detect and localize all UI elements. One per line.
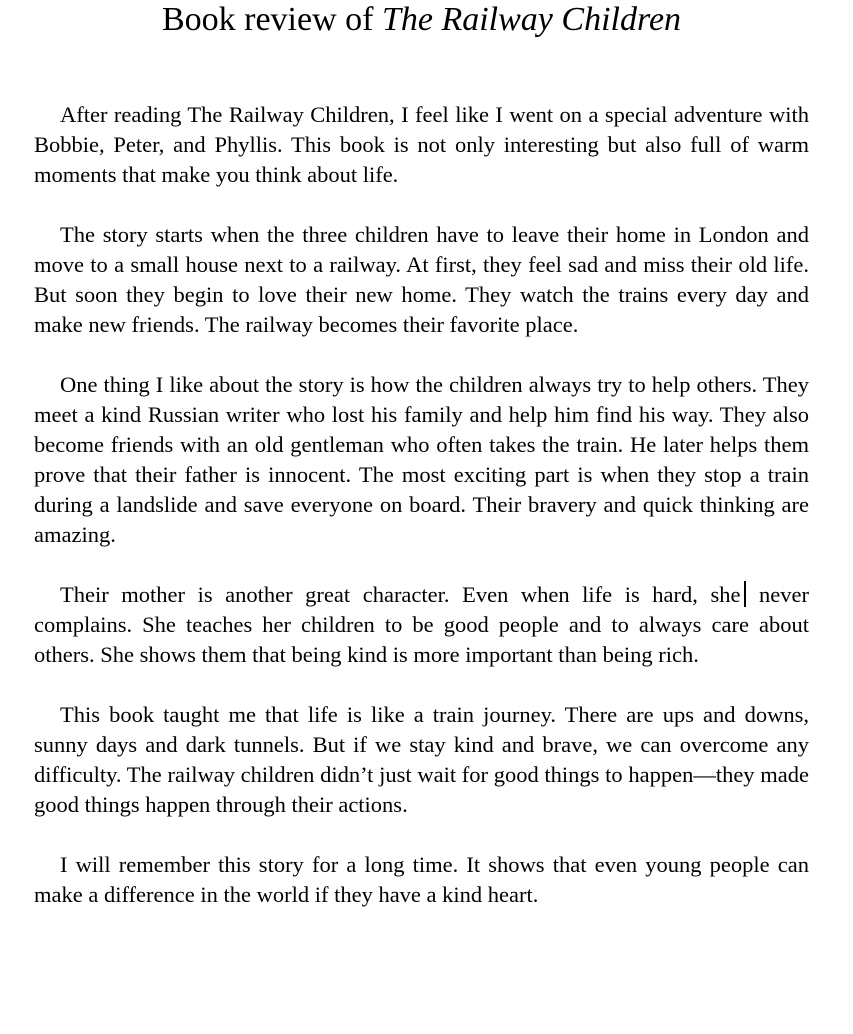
- paragraph-intro: After reading The Railway Children, I feel like I went on a special adventure with Bobbie, Peter, and Phyllis. This book is not only interesting but also full of warm moments that make you think about life.: [34, 102, 809, 187]
- paragraph-mother: [34, 580, 809, 670]
- paragraph-lesson: This book taught me that life is like a train journey. There are ups and downs, sunny days and dark tunnels. But if we stay kind and brave, we can overcome any difficulty. The railway children didn’t just wait for good things to happen—they made good things happen through their actions.: [34, 702, 809, 817]
- page-title: [0, 0, 843, 40]
- mother-line-1: Their mother is another great character. Even when life is hard, she: [60, 582, 741, 607]
- title-prefix: Book review of: [161, 1, 382, 38]
- title-book-name: The Railway Children: [381, 1, 682, 38]
- mother-line-rest: never complains. She teaches her children to be good people and to always care about others. She shows them that being kind is more important than being rich.: [34, 582, 810, 667]
- paragraph-helping-others: One thing I like about the story is how the children always try to help others. They meet a kind Russian writer who lost his family and help him find his way. They also become friends with an old gentleman who often takes the train. He later helps them prove that their father is innocent. The most exciting part is when they stop a train during a landslide and save everyone on board. Their bravery and quick thinking are amazing.: [34, 372, 809, 547]
- review-body[interactable]: [34, 100, 809, 940]
- text-cursor: [744, 581, 746, 607]
- paragraph-story-start: The story starts when the three children have to leave their home in London and move to a small house next to a railway. At first, they feel sad and miss their old life. But soon they begin to love their new home. They watch the trains every day and make new friends. The railway becomes their favorite place.: [34, 222, 809, 337]
- paragraph-conclusion: I will remember this story for a long time. It shows that even young people can make a difference in the world if they have a kind heart.: [34, 852, 809, 907]
